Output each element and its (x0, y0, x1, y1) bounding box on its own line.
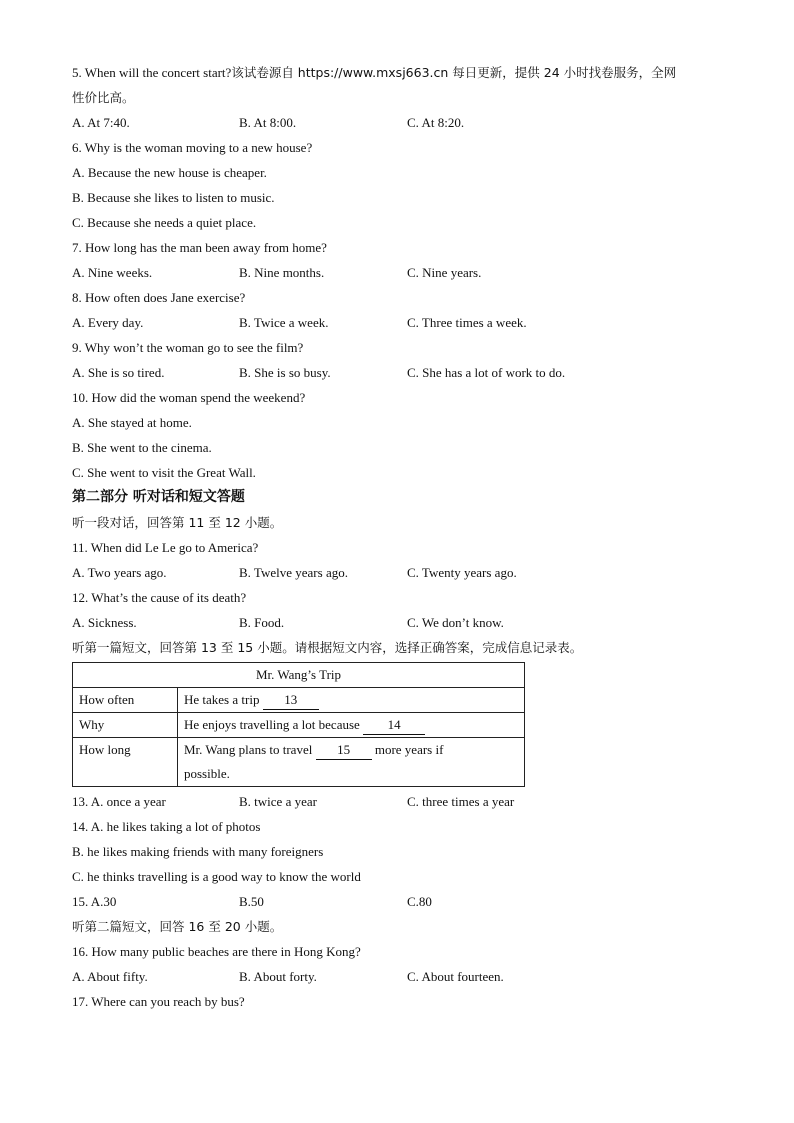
option-c: C. Twenty years ago. (407, 565, 517, 580)
option-b: B. Nine months. (239, 265, 325, 280)
instruction: 听第一篇短文，回答第 13 至 15 小题。请根据短文内容，选择正确答案，完成信息记录表。 (72, 640, 583, 655)
row-text: He takes a trip (184, 692, 260, 707)
row-value (178, 738, 525, 787)
question-11: 11. When did Le Le go to America? (72, 540, 259, 555)
question-9: 9. Why won’t the woman go to see the film? (72, 340, 304, 355)
question-12-options (72, 610, 722, 635)
option-c: C. About fourteen. (407, 969, 504, 984)
option-a: A. About fifty. (72, 969, 148, 984)
option-c: C.80 (407, 894, 432, 909)
question-15-options (72, 889, 722, 914)
table-row (73, 688, 525, 713)
question-11-options (72, 560, 722, 585)
row-key: How often (73, 688, 178, 713)
option-a: A. Two years ago. (72, 565, 167, 580)
question-6: 6. Why is the woman moving to a new house? (72, 140, 313, 155)
option-b: B. Twice a week. (239, 315, 329, 330)
question-16: 16. How many public beaches are there in Hong Kong? (72, 944, 361, 959)
question-8-options (72, 310, 722, 335)
question-5 (72, 60, 722, 85)
question-7-options (72, 260, 722, 285)
section-heading: 第二部分 听对话和短文答题 (72, 489, 245, 505)
option-b: B. he likes making friends with many foreigners (72, 844, 324, 859)
option-a: A. Because the new house is cheaper. (72, 165, 267, 180)
answer-blank-13: 13 (263, 691, 319, 710)
instruction: 听一段对话，回答第 11 至 12 小题。 (72, 515, 283, 530)
option-b: B. Food. (239, 615, 285, 630)
question-9-options (72, 360, 722, 385)
question-8: 8. How often does Jane exercise? (72, 290, 246, 305)
row-key: Why (73, 713, 178, 738)
option-b: B. Because she likes to listen to music. (72, 190, 275, 205)
table-row (73, 713, 525, 738)
row-text: Mr. Wang plans to travel (184, 742, 313, 757)
option-c: C. three times a year (407, 794, 515, 809)
record-table (72, 662, 525, 787)
option-a: 13. A. once a year (72, 794, 166, 809)
option-a: A. At 7:40. (72, 115, 130, 130)
source-watermark-continued: 性价比高。 (72, 90, 135, 105)
option-a: A. Every day. (72, 315, 144, 330)
table-row (73, 738, 525, 787)
option-c: C. We don’t know. (407, 615, 504, 630)
row-value (178, 688, 525, 713)
option-c: C. She has a lot of work to do. (407, 365, 566, 380)
option-c: C. Three times a week. (407, 315, 527, 330)
table-title: Mr. Wang’s Trip (73, 663, 525, 688)
row-text: He enjoys travelling a lot because (184, 717, 360, 732)
question-17: 17. Where can you reach by bus? (72, 994, 245, 1009)
option-a: 15. A.30 (72, 894, 117, 909)
option-c: C. Nine years. (407, 265, 482, 280)
option-c: C. he thinks travelling is a good way to know the world (72, 869, 361, 884)
question-7: 7. How long has the man been away from home? (72, 240, 327, 255)
source-watermark: 该试卷源自 https://www.mxsj663.cn 每日更新，提供 24 小时找卷服务，全网 (231, 65, 677, 80)
question-14-option-a: 14. A. he likes taking a lot of photos (72, 819, 261, 834)
question-16-options (72, 964, 722, 989)
question-stem: 5. When will the concert start? (72, 65, 232, 80)
question-12: 12. What’s the cause of its death? (72, 590, 247, 605)
question-10: 10. How did the woman spend the weekend? (72, 390, 306, 405)
option-b: B.50 (239, 894, 264, 909)
question-5-options (72, 110, 722, 135)
answer-blank-15: 15 (316, 741, 372, 760)
option-b: B. About forty. (239, 969, 317, 984)
instruction: 听第二篇短文，回答 16 至 20 小题。 (72, 919, 283, 934)
option-c: C. At 8:20. (407, 115, 465, 130)
option-c: C. She went to visit the Great Wall. (72, 465, 256, 480)
option-a: A. Sickness. (72, 615, 137, 630)
row-key: How long (73, 738, 178, 787)
answer-blank-14: 14 (363, 716, 425, 735)
row-text-cont: possible. (184, 766, 230, 781)
row-text-after: more years if (374, 742, 444, 757)
row-value (178, 713, 525, 738)
exam-page (72, 60, 722, 1014)
option-c: C. Because she needs a quiet place. (72, 215, 257, 230)
option-a: A. Nine weeks. (72, 265, 153, 280)
option-b: B. She is so busy. (239, 365, 331, 380)
option-b: B. At 8:00. (239, 115, 297, 130)
option-a: A. She is so tired. (72, 365, 165, 380)
option-b: B. twice a year (239, 794, 317, 809)
option-b: B. Twelve years ago. (239, 565, 348, 580)
question-13-options (72, 789, 722, 814)
option-b: B. She went to the cinema. (72, 440, 212, 455)
record-table-wrapper (72, 662, 722, 787)
option-a: A. She stayed at home. (72, 415, 192, 430)
